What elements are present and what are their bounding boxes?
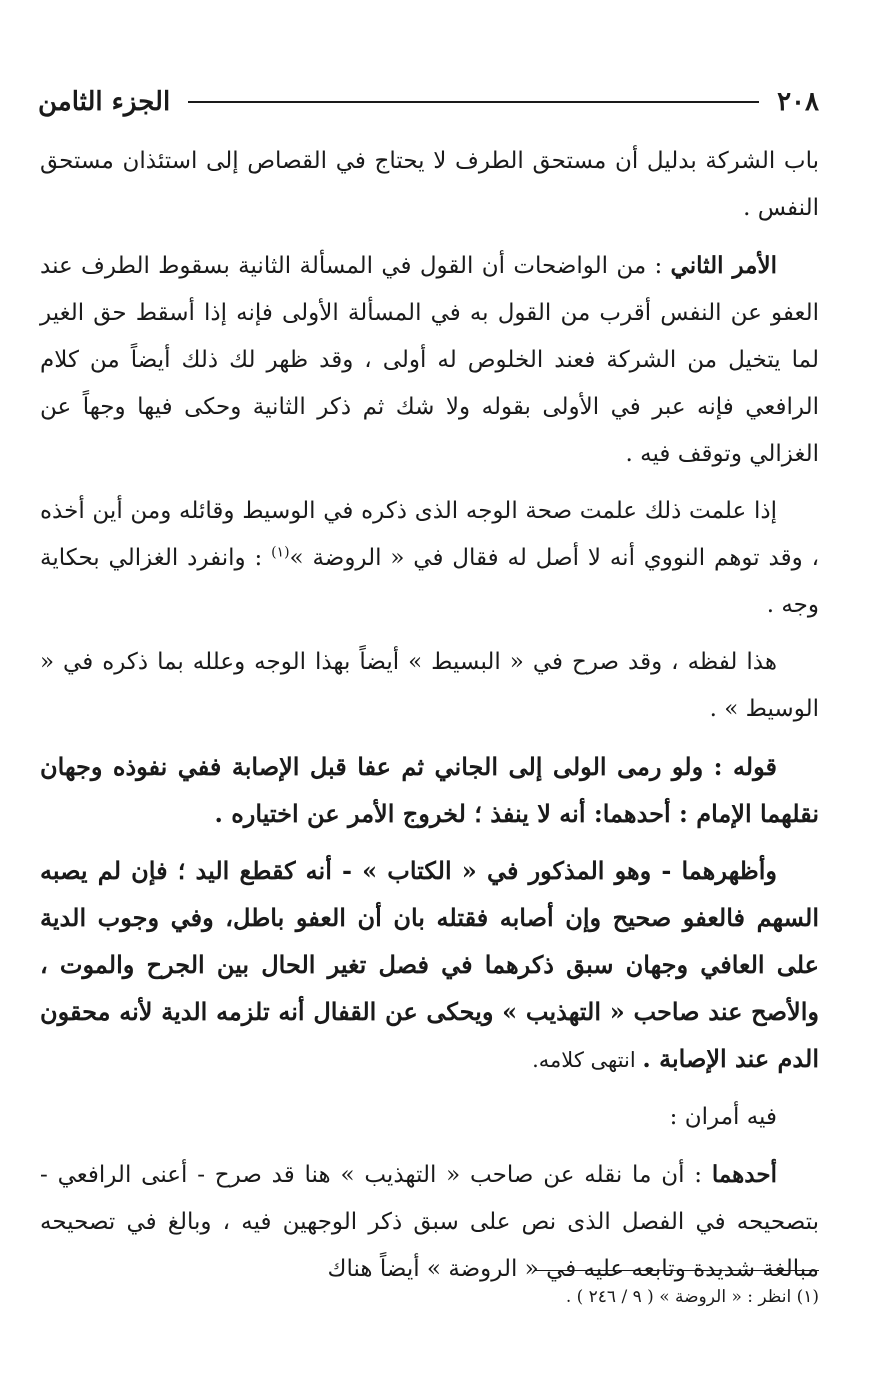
page-body <box>40 138 819 1303</box>
paragraph-tail: انتهى كلامه. <box>532 1048 643 1072</box>
header-rule <box>188 101 759 103</box>
paragraph-text: فيه أمران : <box>669 1104 777 1130</box>
paragraph-text: وأظهرهما - وهو المذكور في « الكتاب » - أنه كقطع اليد ؛ فإن لم يصبه السهم فالعفو صحيح وإن أصابه فقتله بان أن العفو باطل، وفي وجوب الدية على العافي وجهان سبق ذكرهما في فصل تغير الحال بين الجرح والموت ، والأصح عند صاحب « التهذيب » ويحكى عن القفال أنه تلزمه الدية لأنه محقون الدم عند الإصابة . <box>40 856 819 1073</box>
paragraph-text: : أن ما نقله عن صاحب « التهذيب » هنا قد صرح - أعنى الرافعي - بتصحيحه في الفصل الذى نص على سبق ذكر الوجهين فيه ، وبالغ في تصحيحه مبالغة شديدة وتابعه عليه في « الروضة » أيضاً هناك <box>40 1162 820 1282</box>
running-title: الجزء الثامن <box>38 87 171 117</box>
paragraph-2 <box>40 242 819 478</box>
paragraph-text-cont: : وانفرد الغزالي بحكاية وجه . <box>40 545 819 618</box>
quoted-paragraph-2 <box>40 847 819 1084</box>
page-header <box>38 84 819 120</box>
quoted-paragraph-1 <box>40 743 819 837</box>
paragraph-8 <box>40 1151 819 1293</box>
paragraph-4 <box>40 639 819 733</box>
paragraph-1 <box>40 138 819 232</box>
footnote <box>40 1284 819 1310</box>
paragraph-text: باب الشركة بدليل أن مستحق الطرف لا يحتاج في القصاص إلى استئذان مستحق النفس . <box>40 148 819 221</box>
footnote-rule <box>534 1270 819 1271</box>
page-number: ٢٠٨ <box>777 87 819 117</box>
paragraph-text: إذا علمت ذلك علمت صحة الوجه الذى ذكره في الوسيط وقائله ومن أين أخذه ، وقد توهم النووي أنه لا أصل له فقال في « الروضة » <box>40 498 819 571</box>
paragraph-lead: الأمر الثاني <box>670 252 777 279</box>
paragraph-text: : من الواضحات أن القول في المسألة الثانية بسقوط الطرف عند العفو عن النفس أقرب من القول به في المسألة الأولى فإنه إذا أسقط حق الغير لما يتخيل من الشركة فعند الخلوص له أولى ، وقد ظهر لك ذلك أيضاً من كلام الرافعي فإنه عبر في الأولى بقوله ولا شك ثم ذكر الثانية وحكى فيها وجهاً عن الغزالي وتوقف فيه . <box>40 253 819 467</box>
footnote-text: (١) انظر : « الروضة » ( ٩ / ٢٤٦ ) . <box>565 1287 819 1307</box>
paragraph-7 <box>40 1094 819 1141</box>
paragraph-text: قوله : ولو رمى الولى إلى الجاني ثم عفا قبل الإصابة ففي نفوذه وجهان نقلهما الإمام : أحدهما: أنه لا ينفذ ؛ لخروج الأمر عن اختياره . <box>40 752 819 828</box>
paragraph-text: هذا لفظه ، وقد صرح في « البسيط » أيضاً بهذا الوجه وعلله بما ذكره في « الوسيط » . <box>40 649 819 722</box>
paragraph-lead: أحدهما <box>711 1161 777 1188</box>
footnote-reference: (١) <box>271 544 290 561</box>
paragraph-3 <box>40 488 819 629</box>
